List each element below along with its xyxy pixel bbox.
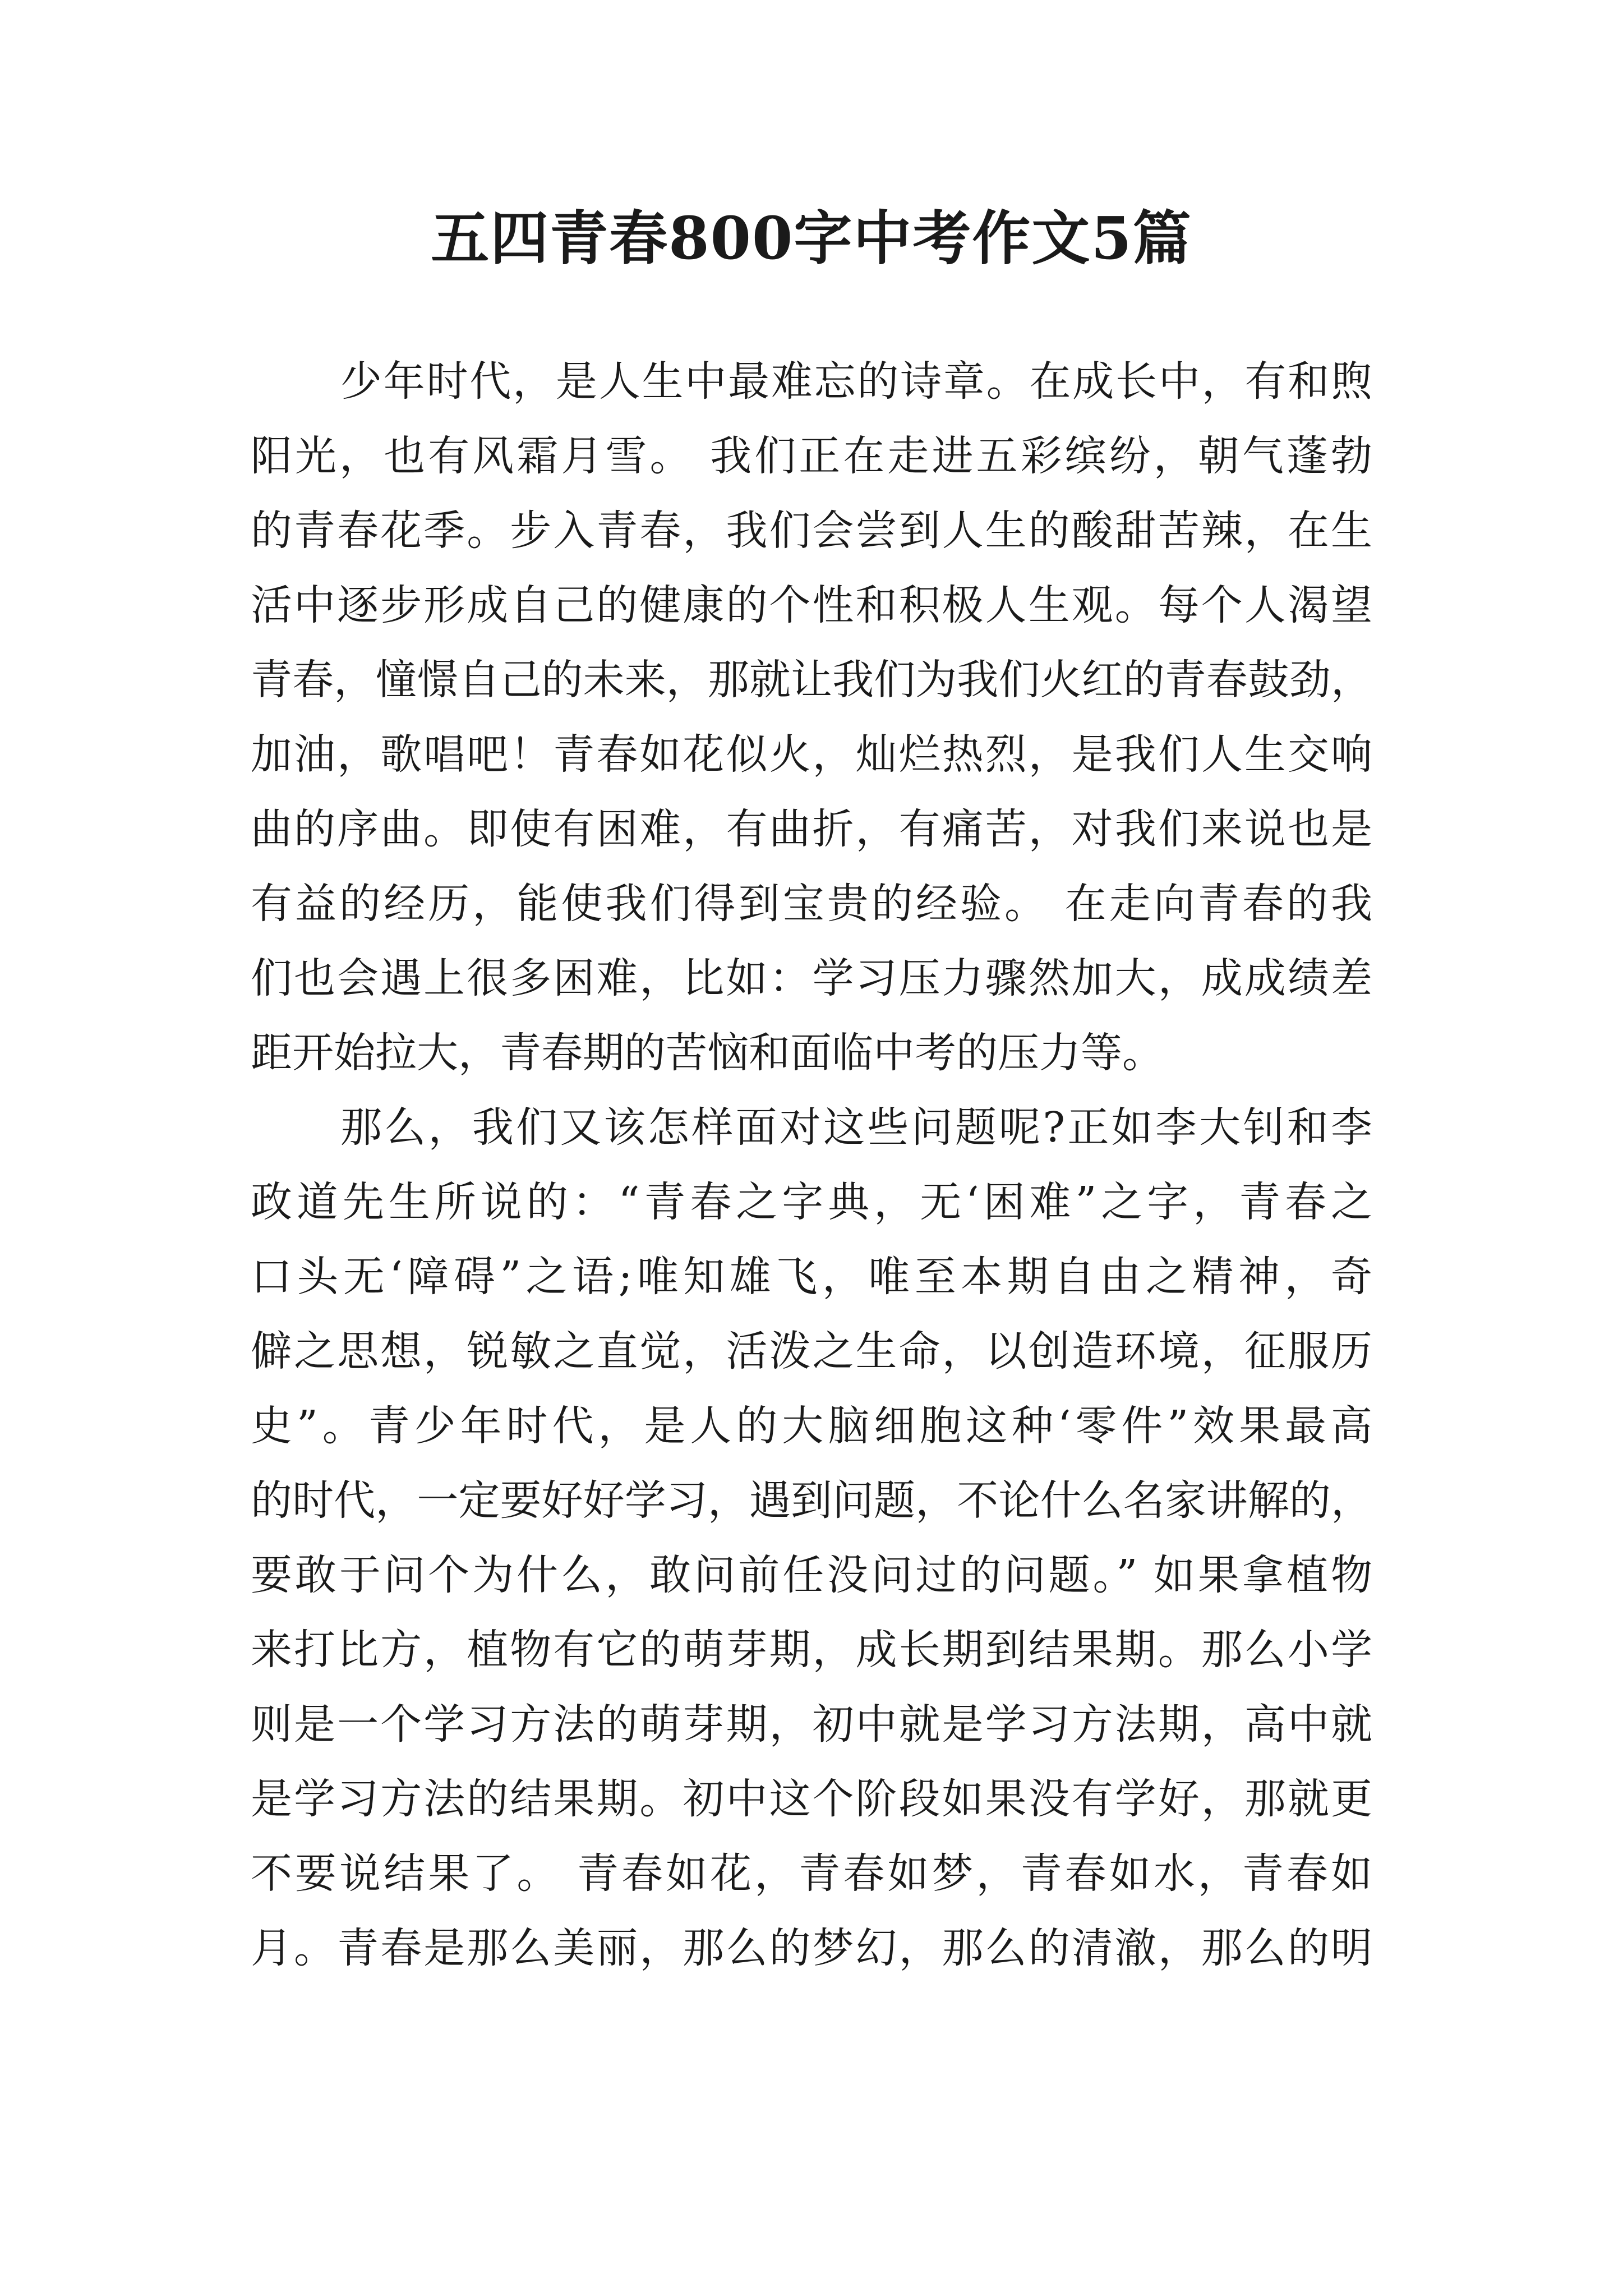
document-title: 五四青春800字中考作文5篇: [431, 204, 1192, 273]
paragraph-2-line-2: 政道先生所说的：“青春之字典，无‘困难”之字，青春之: [251, 1178, 1372, 1226]
paragraph-1-line-6: 加油，歌唱吧！青春如花似火，灿烂热烈，是我们人生交响: [251, 730, 1372, 779]
paragraph-2-line-8: 来打比方，植物有它的萌芽期，成长期到结果期。那么小学: [251, 1626, 1372, 1674]
paragraph-1-line-2: 阳光，也有风霜月雪。 我们正在走进五彩缤纷，朝气蓬勃: [251, 432, 1372, 480]
paragraph-1-line-10: 距开始拉大，青春期的苦恼和面临中考的压力等。: [251, 1029, 1164, 1077]
paragraph-2-line-11: 不要说结果了。 青春如花，青春如梦，青春如水，青春如: [251, 1849, 1372, 1898]
paragraph-2-line-7: 要敢于问个为什么，敢问前任没问过的问题。” 如果拿植物: [251, 1551, 1372, 1599]
paragraph-1-line-9: 们也会遇上很多困难，比如：学习压力骤然加大，成成绩差: [251, 954, 1372, 1002]
paragraph-2-line-4: 僻之思想，锐敏之直觉，活泼之生命，以创造环境，征服历: [251, 1327, 1372, 1375]
paragraph-1-line-3: 的青春花季。步入青春，我们会尝到人生的酸甜苦辣，在生: [251, 507, 1372, 555]
paragraph-1-line-1: 少年时代，是人生中最难忘的诗章。在成长中，有和煦: [340, 357, 1372, 406]
paragraph-1-line-8: 有益的经历，能使我们得到宝贵的经验。 在走向青春的我: [251, 880, 1372, 928]
paragraph-2-line-6: 的时代，一定要好好学习，遇到问题，不论什么名家讲解的，: [251, 1476, 1372, 1525]
paragraph-2-line-3: 口头无‘障碍”之语;唯知雄飞，唯至本期自由之精神，奇: [251, 1253, 1372, 1301]
paragraph-1-line-7: 曲的序曲。即使有困难，有曲折，有痛苦，对我们来说也是: [251, 805, 1372, 853]
document-body: [251, 344, 1372, 1986]
paragraph-1-line-4: 活中逐步形成自己的健康的个性和积极人生观。每个人渴望: [251, 581, 1372, 629]
paragraph-2-line-9: 则是一个学习方法的萌芽期，初中就是学习方法期，高中就: [251, 1700, 1372, 1749]
paragraph-2-line-12: 月。青春是那么美丽，那么的梦幻，那么的清澈，那么的明: [251, 1924, 1372, 1972]
paragraph-2-line-10: 是学习方法的结果期。初中这个阶段如果没有学好，那就更: [251, 1775, 1372, 1823]
paragraph-2-line-1: 那么，我们又该怎样面对这些问题呢?正如李大钊和李: [340, 1103, 1372, 1152]
paragraph-2-line-5: 史”。青少年时代，是人的大脑细胞这种‘零件”效果最高: [251, 1402, 1372, 1450]
paragraph-1-line-5: 青春，憧憬自己的未来，那就让我们为我们火红的青春鼓劲，: [251, 656, 1372, 704]
